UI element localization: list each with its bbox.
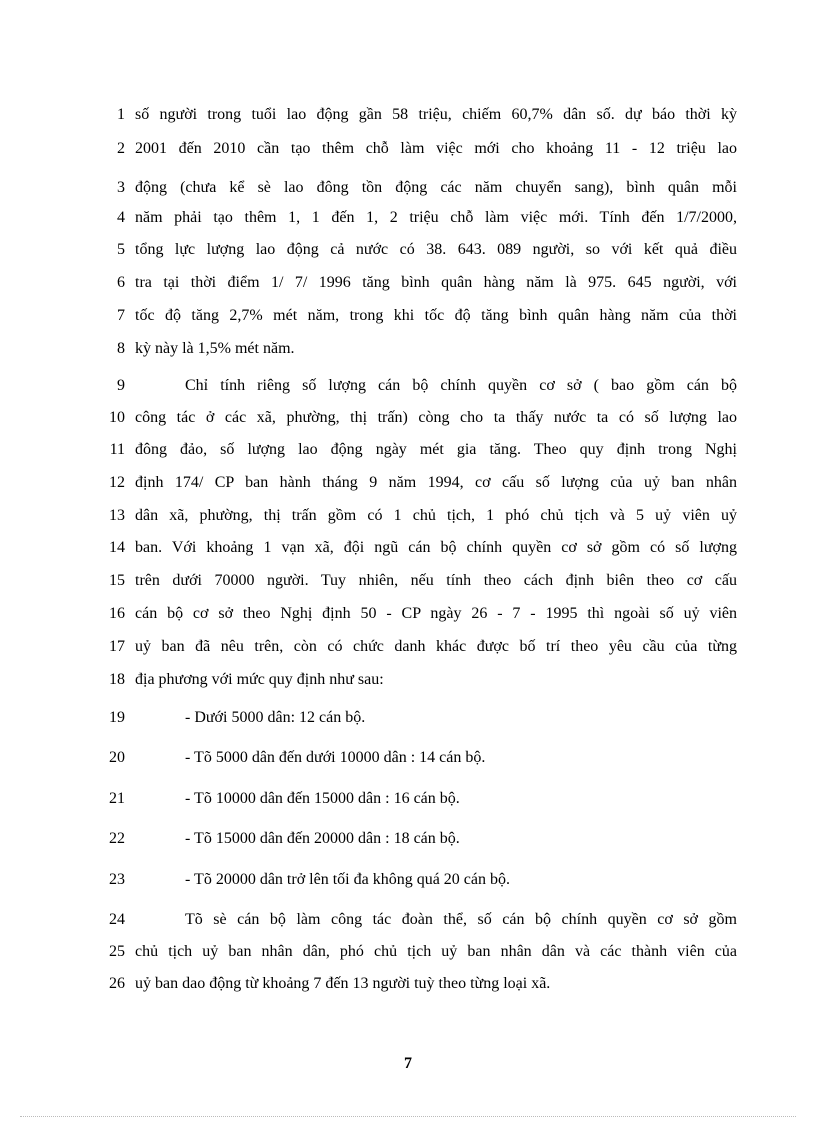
line-number: 18: [109, 671, 125, 688]
line-number: 26: [109, 975, 125, 992]
text-line: chủ tịch uỷ ban nhân dân, phó chủ tịch uỷ ban nhân dân và các thành viên của: [135, 943, 737, 960]
text-line: 2001 đến 2010 cần tạo thêm chỗ làm việc mới cho khoảng 11 - 12 triệu lao: [135, 140, 737, 157]
text-line: uỷ ban dao động từ khoảng 7 đến 13 người tuỳ theo từng loại xã.: [135, 975, 551, 992]
list-item: - Tõ 15000 dân đến 20000 dân : 18 cán bộ.: [185, 830, 460, 847]
text-line: uỷ ban đã nêu trên, còn có chức danh khác được bố trí theo yêu cầu của từng: [135, 638, 737, 655]
line-number: 22: [109, 830, 125, 847]
line-number: 20: [109, 749, 125, 766]
page-number: 7: [404, 1055, 412, 1072]
line-number: 9: [117, 377, 125, 394]
line-number: 3: [117, 179, 125, 196]
line-number: 4: [117, 209, 125, 226]
list-item: - Tõ 5000 dân đến dưới 10000 dân : 14 cán bộ.: [185, 749, 486, 766]
line-number: 25: [109, 943, 125, 960]
line-number: 16: [109, 605, 125, 622]
text-line: định 174/ CP ban hành tháng 9 năm 1994, cơ cấu số lượng của uỷ ban nhân: [135, 474, 737, 491]
text-line: tốc độ tăng 2,7% mét năm, trong khi tốc độ tăng bình quân hàng năm của thời: [135, 307, 737, 324]
text-line: tổng lực lượng lao động cả nước có 38. 643. 089 người, so với kết quả điều: [135, 241, 737, 258]
line-number: 15: [109, 572, 125, 589]
text-line: dân xã, phường, thị trấn gồm có 1 chủ tịch, 1 phó chủ tịch và 5 uỷ viên uỷ: [135, 507, 737, 524]
line-number: 7: [117, 307, 125, 324]
list-item: - Tõ 20000 dân trở lên tối đa không quá 20 cán bộ.: [185, 871, 510, 888]
line-number: 14: [109, 539, 125, 556]
line-number: 12: [109, 474, 125, 491]
line-number: 8: [117, 340, 125, 357]
text-line: tra tại thời điểm 1/ 7/ 1996 tăng bình quân hàng năm là 975. 645 người, với: [135, 274, 737, 291]
text-line: động (chưa kể sè lao đông tồn động các năm chuyển sang), bình quân mỗi: [135, 179, 737, 196]
line-number: 6: [117, 274, 125, 291]
list-item: - Tõ 10000 dân đến 15000 dân : 16 cán bộ.: [185, 790, 460, 807]
line-number: 11: [109, 441, 125, 458]
text-line: số người trong tuổi lao động gần 58 triệu, chiếm 60,7% dân số. dự báo thời kỳ: [135, 106, 737, 123]
text-line: trên dưới 70000 người. Tuy nhiên, nếu tính theo cách định biên theo cơ cấu: [135, 572, 737, 589]
line-number: 19: [109, 709, 125, 726]
line-number: 2: [117, 140, 125, 157]
line-number: 5: [117, 241, 125, 258]
line-number: 21: [109, 790, 125, 807]
text-line: Tõ sè cán bộ làm công tác đoàn thể, số cán bộ chính quyền cơ sở gồm: [185, 911, 737, 928]
text-line: đông đảo, số lượng lao động ngày mét gia tăng. Theo quy định trong Nghị: [135, 441, 737, 458]
line-number: 13: [109, 507, 125, 524]
list-item: - Dưới 5000 dân: 12 cán bộ.: [185, 709, 366, 726]
line-number: 23: [109, 871, 125, 888]
text-line: cán bộ cơ sở theo Nghị định 50 - CP ngày 26 - 7 - 1995 thì ngoài số uỷ viên: [135, 605, 737, 622]
text-line: công tác ở các xã, phường, thị trấn) còng cho ta thấy nước ta có số lượng lao: [135, 409, 737, 426]
footer-divider: [20, 1116, 796, 1117]
line-number: 10: [109, 409, 125, 426]
line-number: 24: [109, 911, 125, 928]
text-line: Chỉ tính riêng số lượng cán bộ chính quyền cơ sở ( bao gồm cán bộ: [185, 377, 737, 394]
text-line: năm phải tạo thêm 1, 1 đến 1, 2 triệu chỗ làm việc mới. Tính đến 1/7/2000,: [135, 209, 737, 226]
text-line: ban. Với khoảng 1 vạn xã, đội ngũ cán bộ chính quyền cơ sở gồm có số lượng: [135, 539, 737, 556]
line-number: 17: [109, 638, 125, 655]
text-line: địa phương với mức quy định như sau:: [135, 671, 384, 688]
line-number: 1: [117, 106, 125, 123]
text-line: kỳ này là 1,5% mét năm.: [135, 340, 295, 357]
